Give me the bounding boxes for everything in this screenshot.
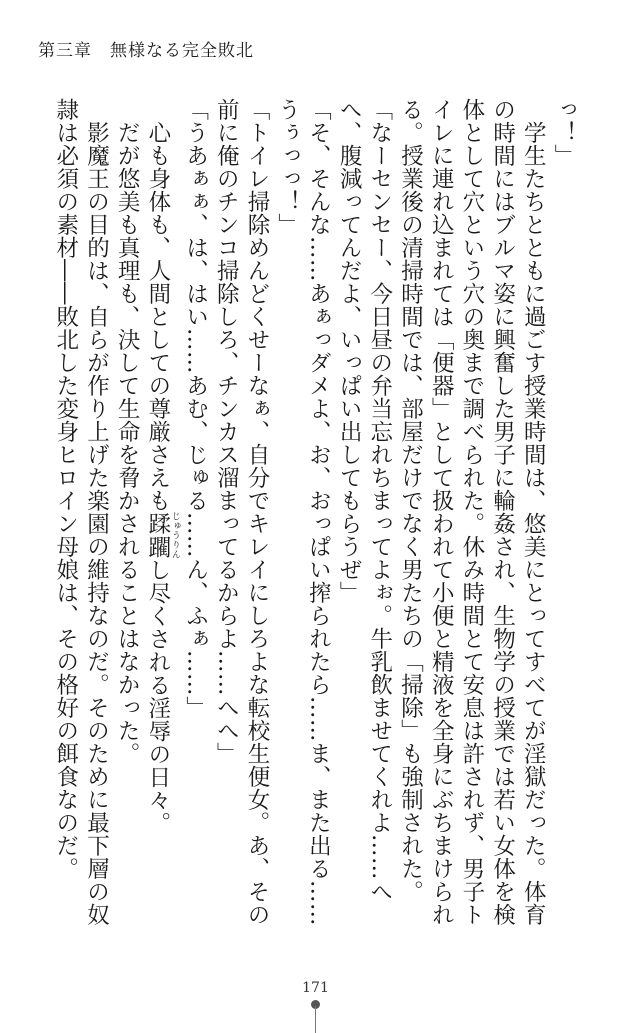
paragraph: 「そ、そんな……あぁっダメよ、お、おっぱい搾られたら……ま、また出る……うぅっっ！」	[274, 98, 332, 926]
page-number: 171	[302, 980, 329, 996]
ruby-reading: じゅうりん	[169, 511, 180, 560]
paragraph: 「うあぁぁ、は、はい……あむ、じゅる……ん、ふぁ……」	[182, 98, 209, 719]
paragraph: 学生たちとともに過ごす授業時間は、悠美にとってすべてが淫獄だった。体育の時間にはブルマ姿に興奮した男子に輪姦され、生物学の授業では若い女体を検体として穴という穴の奥まで調べられた。休み時間とて安息は許されず、男子トイレに連れ込まれては「便器」として扱われて小便と精液を全身にぶちまけられる。授業後の清掃時間では、部屋だけでなく男たちの「掃除」も強制された。	[397, 98, 547, 926]
paragraph: 影魔王の目的は、自らが作り上げた楽園の維持なのだ。そのために最下層の奴隷は必須の素材――敗北した変身ヒロイン母娘は、その格好の餌食なのだ。	[52, 98, 110, 926]
vertical-body-text	[50, 98, 579, 928]
paragraph: 「なーセンセー、今日昼の弁当忘れちまってよぉ。牛乳飲ませてくれよ……へへ、腹減ってんだよ、いっぱい出してもらうぜ」	[336, 98, 393, 903]
paragraph: 「トイレ掃除めんどくせーなぁ、自分でキレイにしろよな転校生便女。あ、その前に俺のチンコ掃除しろ、チンカス溜まってるからよ……へへ」	[213, 98, 270, 926]
page-marker	[315, 1000, 316, 1033]
ruby-word: 蹂躙 じゅうりん	[144, 511, 180, 560]
paragraph: っ！」	[551, 98, 577, 167]
marker-line	[315, 1006, 316, 1033]
paragraph: だが悠美も真理も、決して生命を脅かされることはなかった。	[114, 98, 141, 765]
paragraph: 心も身体も、人間としての尊厳さえも蹂躙 じゅうりんし尽くされる淫辱の日々。	[144, 98, 180, 835]
running-title: 第三章 無様なる完全敗北	[38, 41, 254, 61]
